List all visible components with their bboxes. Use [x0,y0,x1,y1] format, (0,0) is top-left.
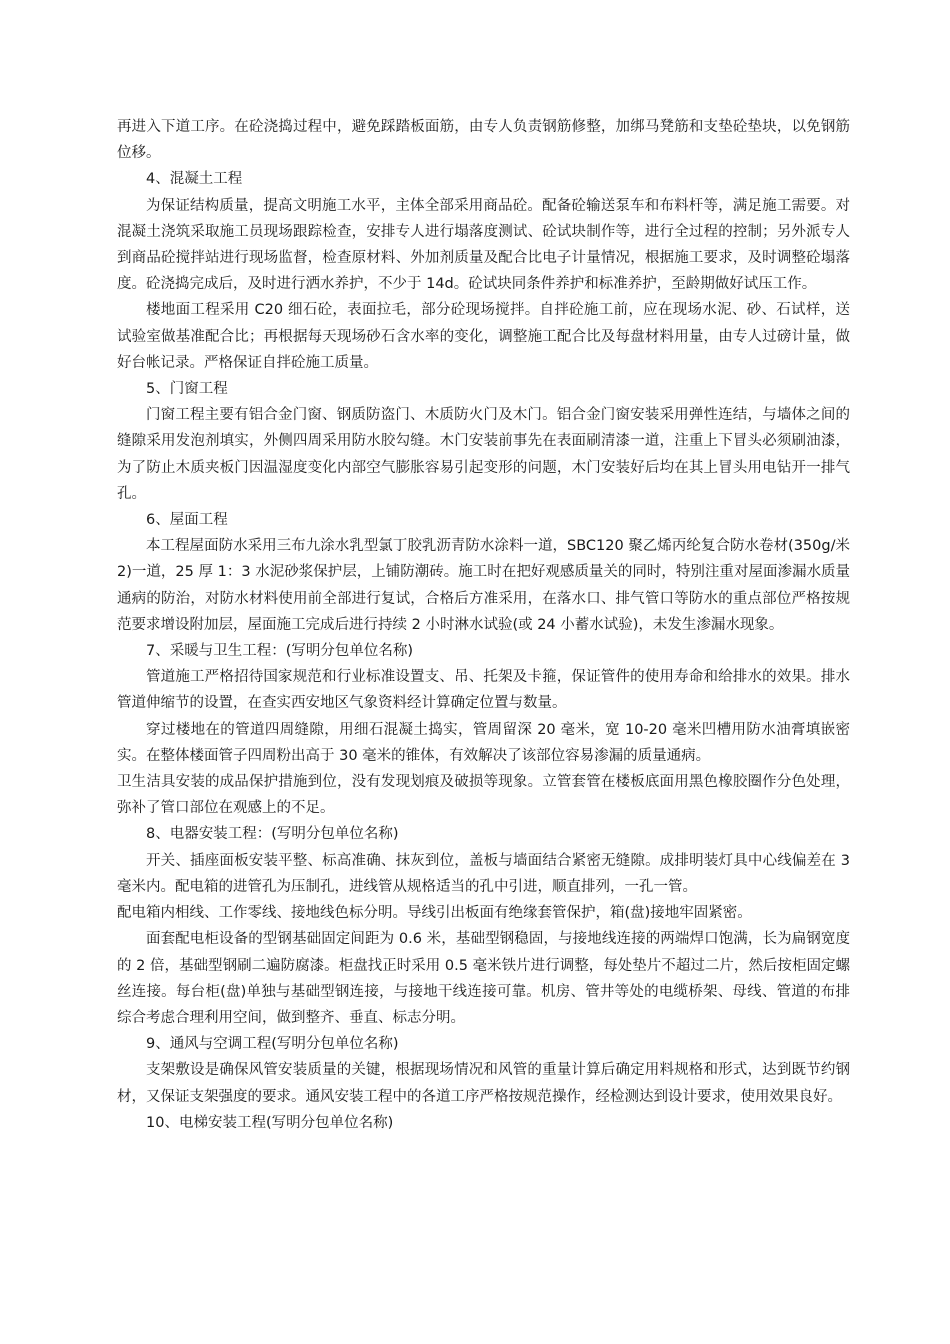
heading-heating-sanitary: 7、采暖与卫生工程：(写明分包单位名称) [146,643,414,660]
paragraph-pipe-installation: 管道施工严格招待国家规范和行业标准设置支、吊、托架及卡箍，保证管件的使用寿命和给排水的效果。排水管道伸缩节的设置，在查实西安地区气象资料经计算确定位置与数量。 [117,669,850,712]
paragraph-distribution-cabinet: 面套配电柜设备的型钢基础固定间距为 0.6 米，基础型钢稳固，与接地线连接的两端焊口饱满，长为扁钢宽度的 2 倍，基础型钢刷二遍防腐漆。柜盘找正时采用 0.5 毫米铁片进行调整，每处垫片不超过二片，然后按柜固定螺丝连接。每台柜(盘)单独与基础型钢连接，与接地干线连接可靠。机房、管井等处的电缆桥架、母线、管道的布排综合考虑合理利用空间，做到整齐、垂直、标志分明。 [117,931,850,1026]
paragraph-pipe-sealing: 穿过楼地在的管道四周缝隙，用细石混凝土捣实，管周留深 20 毫米，宽 10-20 毫米凹槽用防水油膏填嵌密实。在整体楼面管子四周粉出高于 30 毫米的锥体，有效解决了该部位容易渗漏的质量通病。 [117,721,850,764]
heading-concrete-works: 4、混凝土工程 [146,171,243,188]
paragraph-concrete-quality: 为保证结构质量，提高文明施工水平，主体全部采用商品砼。配备砼输送泵车和布料杆等，满足施工需要。对混凝土浇筑采取施工员现场跟踪检查，安排专人进行塌落度测试、砼试块制作等，进行全过程的控制；另外派专人到商品砼搅拌站进行现场监督，检查原材料、外加剂质量及配合比电子计量情况，根据施工要求，及时调整砼塌落度。砼浇捣完成后，及时进行洒水养护，不少于 14d。砼试块同条件养护和标准养护，至龄期做好试压工作。 [117,197,850,293]
heading-ventilation: 9、通风与空调工程(写明分包单位名称) [146,1036,399,1053]
paragraph-floor-concrete: 楼地面工程采用 C20 细石砼，表面拉毛，部分砼现场搅拌。自拌砼施工前，应在现场水泥、砂、石试样，送试验室做基准配合比；再根据每天现场砂石含水率的变化，调整施工配合比及每盘材料用量，由专人过磅计量，做好台帐记录。严格保证自拌砼施工质量。 [117,302,850,371]
heading-roofing: 6、屋面工程 [146,512,228,529]
paragraph-sanitary-fixtures: 卫生洁具安装的成品保护措施到位，没有发现划痕及破损等现象。立管套管在楼板底面用黑色橡胶圈作分色处理，弥补了管口部位在观感上的不足。 [117,774,850,817]
paragraph-ventilation: 支架敷设是确保风管安装质量的关键，根据现场情况和风管的重量计算后确定用料规格和形式，达到既节约钢材，又保证支架强度的要求。通风安装工程中的各道工序严格按规范操作，经检测达到设计要求，使用效果良好。 [117,1062,850,1105]
paragraph-switches-sockets: 开关、插座面板安装平整、标高准确、抹灰到位，盖板与墙面结合紧密无缝隙。成排明装灯具中心线偏差在 3 毫米内。配电箱的进管孔为压制孔，进线管从规格适当的孔中引进，顺直排列，一孔一管。 [117,852,850,895]
paragraph-roofing: 本工程屋面防水采用三布九涂水乳型氯丁胶乳沥青防水涂料一道，SBC120 聚乙烯丙纶复合防水卷材(350g/米 2)一道，25 厚 1：3 水泥砂浆保护层，上铺防潮砖。施工时在把好观感质量关的同时，特别注重对屋面渗漏水质量通病的防治，对防水材料使用前全部进行复试，合格后方准采用，在落水口、排气管口等防水的重点部位严格按规范要求增设附加层，屋面施工完成后进行持续 2 小时淋水试验(或 24 小蓄水试验)，未发生渗漏水现象。 [117,538,850,633]
heading-doors-windows: 5、门窗工程 [146,381,228,398]
paragraph-rebar-continuation: 再进入下道工序。在砼浇捣过程中，避免踩踏板面筋，由专人负责钢筋修整，加绑马凳筋和支垫砼垫块，以免钢筋位移。 [117,119,850,162]
document-page [117,114,850,1136]
heading-elevator: 10、电梯安装工程(写明分包单位名称) [146,1114,394,1131]
paragraph-distribution-box: 配电箱内相线、工作零线、接地线色标分明。导线引出板面有绝缘套管保护，箱(盘)接地牢固紧密。 [117,905,752,922]
heading-electrical: 8、电器安装工程：(写明分包单位名称) [146,826,399,843]
paragraph-doors-windows: 门窗工程主要有铝合金门窗、钢质防盗门、木质防火门及木门。铝合金门窗安装采用弹性连结，与墙体之间的缝隙采用发泡剂填实，外侧四周采用防水胶勾缝。木门安装前事先在表面刷清漆一道，注重上下冒头必须刷油漆，为了防止木质夹板门因温湿度变化内部空气膨胀容易引起变形的问题，木门安装好后均在其上冒头用电钻开一排气孔。 [117,407,850,502]
